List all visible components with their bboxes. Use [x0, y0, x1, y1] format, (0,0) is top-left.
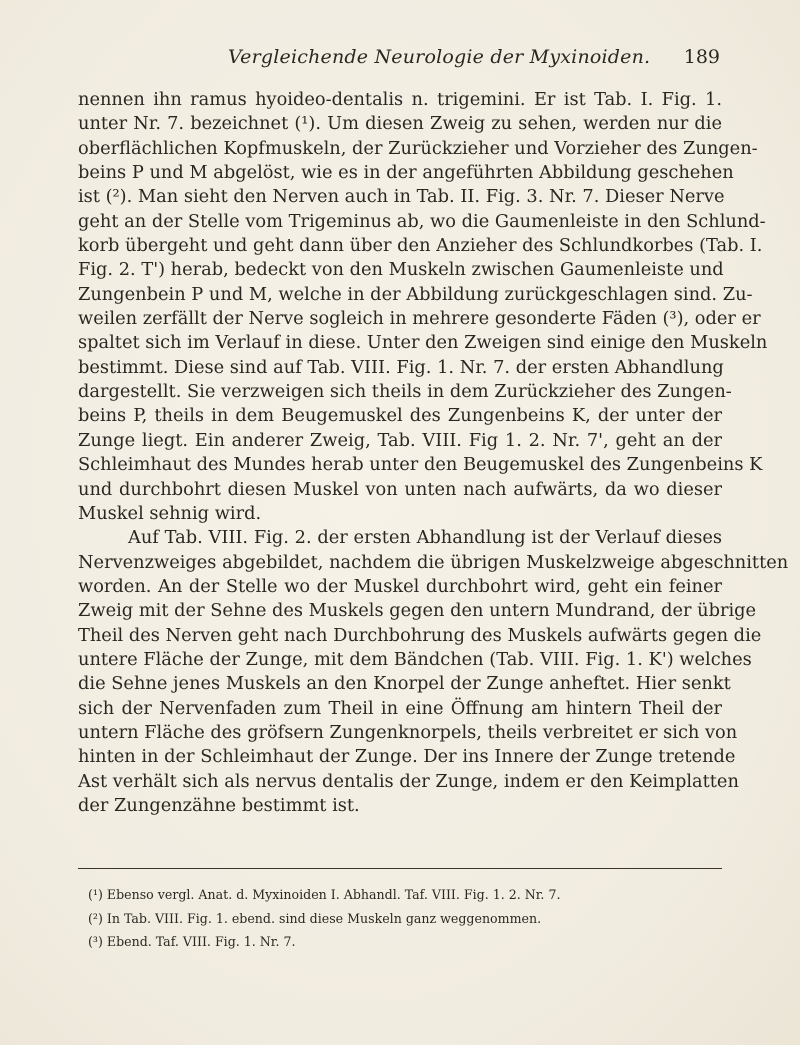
text-line: Zungenbein P und M, welche in der Abbildung zurückgeschlagen sind. Zu-	[78, 283, 753, 305]
text-line: die Sehne jenes Muskels an den Knorpel der Zunge anheftet. Hier senkt	[78, 673, 731, 695]
footnote-rule	[78, 868, 722, 869]
text-line: untern Fläche des gröfsern Zungenknorpels, theils verbreitet er sich von	[78, 721, 738, 743]
text-line: bestimmt. Diese sind auf Tab. VIII. Fig. 1. Nr. 7. der ersten Abhandlung	[78, 356, 724, 378]
page-number: 189	[683, 46, 720, 68]
text-line: ist (²). Man sieht den Nerven auch in Tab. II. Fig. 3. Nr. 7. Dieser Nerve	[78, 186, 725, 208]
text-line: Zweig mit der Sehne des Muskels gegen den untern Mundrand, der übrige	[78, 600, 757, 622]
text-line: korb übergeht und geht dann über den Anzieher des Schlundkorbes (Tab. I.	[78, 235, 763, 257]
text-line: beins P und M abgelöst, wie es in der angeführten Abbildung geschehen	[78, 162, 734, 184]
text-line: geht an der Stelle vom Trigeminus ab, wo die Gaumenleiste in den Schlund-	[78, 210, 766, 232]
text-line: Fig. 2. T') herab, bedeckt von den Muskeln zwischen Gaumenleiste und	[78, 259, 724, 281]
text-line: worden. An der Stelle wo der Muskel durchbohrt wird, geht ein feiner	[78, 575, 722, 597]
footnote: (²) In Tab. VIII. Fig. 1. ebend. sind diese Muskeln ganz weggenommen.	[88, 910, 542, 926]
text-line: Zunge liegt. Ein anderer Zweig, Tab. VIII. Fig 1. 2. Nr. 7', geht an der	[78, 429, 722, 451]
text-line: und durchbohrt diesen Muskel von unten nach aufwärts, da wo dieser	[78, 478, 722, 500]
text-line: oberflächlichen Kopfmuskeln, der Zurückzieher und Vorzieher des Zungen-	[78, 137, 758, 159]
text-line: Nervenzweiges abgebildet, nachdem die übrigen Muskelzweige abgeschnitten	[78, 551, 789, 573]
text-line: dargestellt. Sie verzweigen sich theils in dem Zurückzieher des Zungen-	[78, 381, 732, 403]
page-header	[80, 46, 720, 76]
text-line: nennen ihn ramus hyoideo-dentalis n. trigemini. Er ist Tab. I. Fig. 1.	[78, 89, 722, 110]
text-line: Ast verhält sich als nervus dentalis der Zunge, indem er den Keimplatten	[78, 770, 739, 792]
text-line: Theil des Nerven geht nach Durchbohrung des Muskels aufwärts gegen die	[78, 624, 762, 646]
text-line: Auf Tab. VIII. Fig. 2. der ersten Abhandlung ist der Verlauf dieses	[128, 527, 722, 549]
text-line: Muskel sehnig wird.	[78, 502, 262, 524]
running-title: Vergleichende Neurologie der Myxinoiden.	[228, 46, 651, 68]
footnote: (³) Ebend. Taf. VIII. Fig. 1. Nr. 7.	[88, 934, 296, 949]
text-line: hinten in der Schleimhaut der Zunge. Der ins Innere der Zunge tretende	[78, 746, 736, 768]
text-line: untere Fläche der Zunge, mit dem Bändchen (Tab. VIII. Fig. 1. K') welches	[78, 648, 752, 670]
footnotes	[88, 883, 708, 954]
text-line: sich der Nervenfaden zum Theil in eine Öffnung am hintern Theil der	[78, 697, 722, 719]
text-line: weilen zerfällt der Nerve sogleich in mehrere gesonderte Fäden (³), oder er	[78, 308, 761, 330]
text-line: spaltet sich im Verlauf in diese. Unter den Zweigen sind einige den Muskeln	[78, 332, 768, 354]
footnote: (¹) Ebenso vergl. Anat. d. Myxinoiden I. Abhandl. Taf. VIII. Fig. 1. 2. Nr. 7.	[88, 887, 561, 902]
text-line: Schleimhaut des Mundes herab unter den Beugemuskel des Zungenbeins K	[78, 454, 763, 476]
text-line: beins P, theils in dem Beugemuskel des Zungenbeins K, der unter der	[78, 405, 722, 427]
text-line: unter Nr. 7. bezeichnet (¹). Um diesen Zweig zu sehen, werden nur die	[78, 113, 722, 135]
text-line: der Zungenzähne bestimmt ist.	[78, 794, 360, 816]
body-text	[78, 88, 789, 818]
